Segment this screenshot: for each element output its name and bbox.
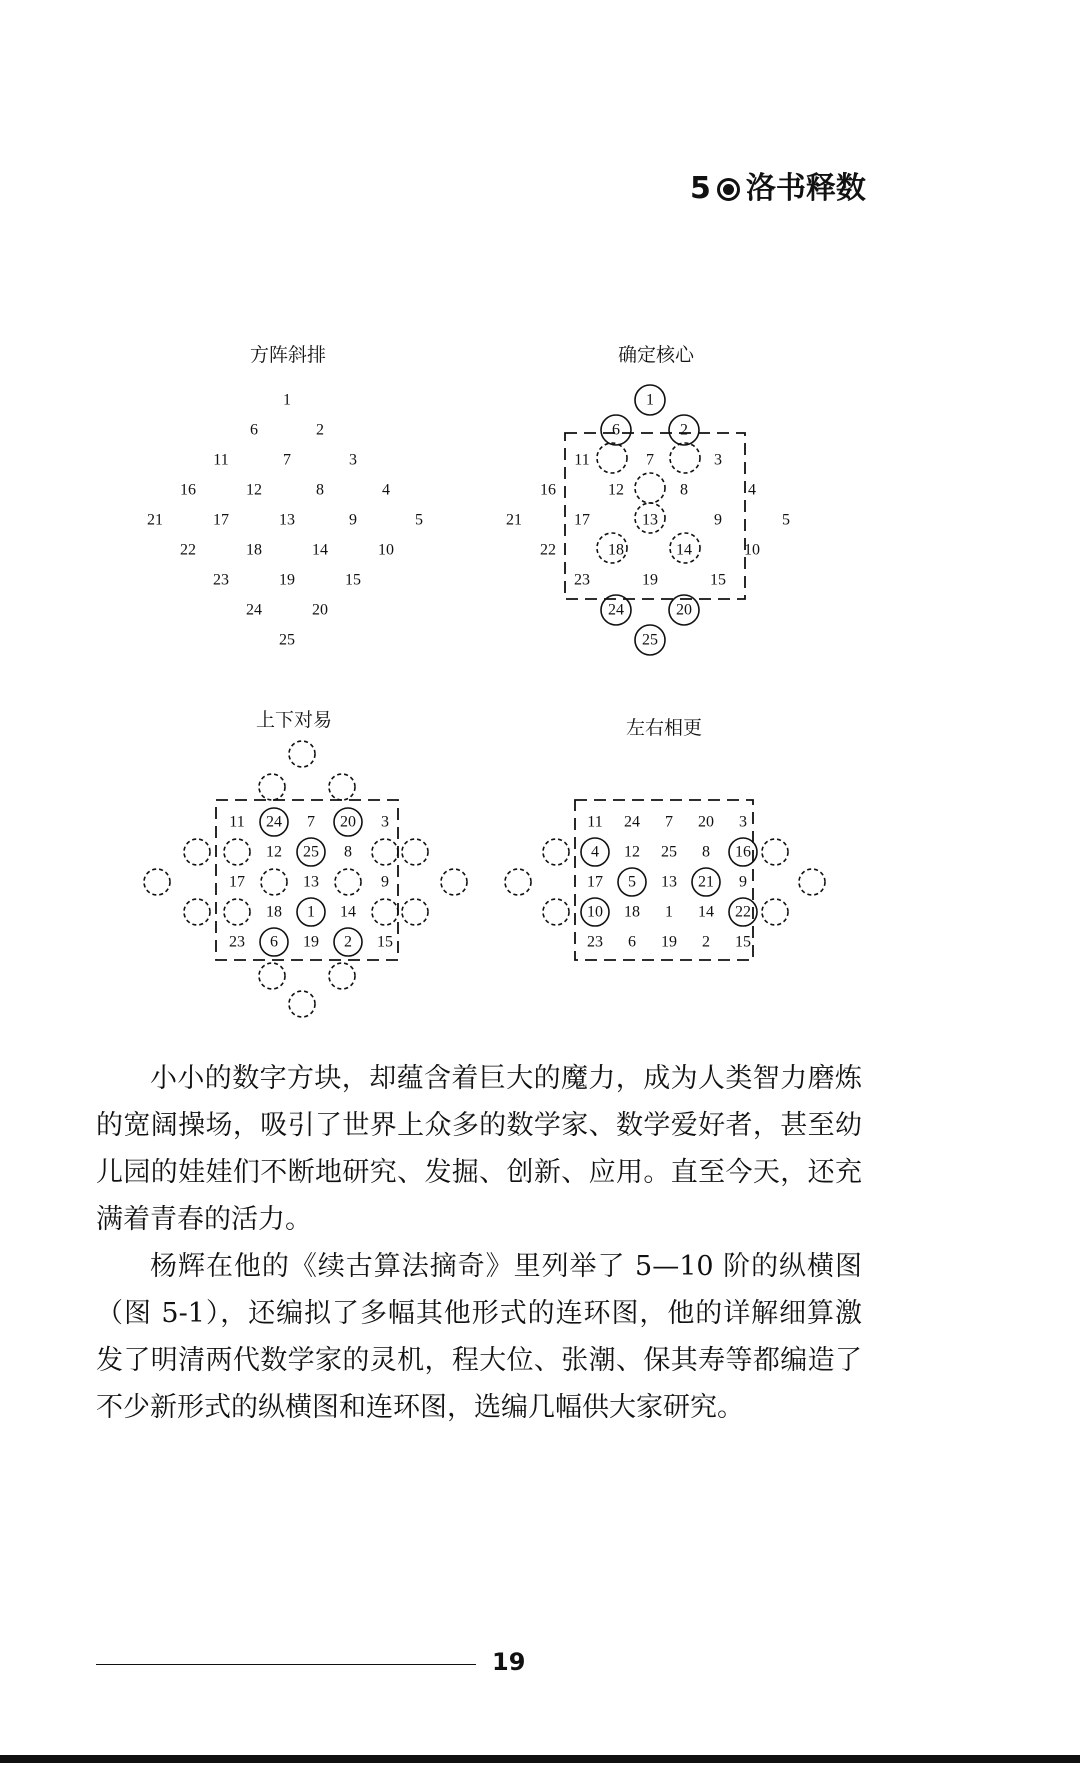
diagram3-number: 14 <box>340 903 356 921</box>
diagram4-number: 20 <box>698 813 714 831</box>
diagram3-outer-marker <box>289 991 315 1017</box>
diagram3-empty-slot <box>224 899 250 925</box>
diagram3-number: 8 <box>344 843 352 861</box>
diagram4-number: 24 <box>624 813 640 831</box>
diagram4-outer-marker <box>762 839 788 865</box>
diagram2-number: 3 <box>714 451 722 469</box>
diagram2-number: 22 <box>540 541 556 559</box>
diagram3-number: 19 <box>303 933 319 951</box>
diagram1-number: 15 <box>345 571 361 589</box>
diagram3-number: 3 <box>381 813 389 831</box>
diagram4-number: 23 <box>587 933 603 951</box>
diagram1-number: 18 <box>246 541 262 559</box>
diagram3-outer-marker <box>402 899 428 925</box>
diagram4-number: 10 <box>587 903 603 921</box>
footer-rule <box>96 1664 476 1665</box>
paragraph-2: 杨辉在他的《续古算法摘奇》里列举了 5—10 阶的纵横图（图 5-1），还编拟了多幅其他形式的连环图，他的详解细算激发了明清两代数学家的灵机，程大位、张潮、保其寿等都编造了不少新形式的纵横图和连环图，选编几幅供大家研究。 <box>96 1251 862 1423</box>
diagram2-number: 17 <box>574 511 590 529</box>
diagram4-number: 7 <box>665 813 673 831</box>
diagram2-empty-slot <box>635 473 665 503</box>
diagram4-number: 5 <box>628 873 636 891</box>
diagram1-number: 22 <box>180 541 196 559</box>
diagram2-number: 18 <box>608 541 624 559</box>
diagram2-number: 7 <box>646 451 654 469</box>
diagram3-outer-marker <box>441 869 467 895</box>
diagram4-outer-marker <box>762 899 788 925</box>
diagram1-number: 11 <box>213 451 229 469</box>
diagram1-number: 23 <box>213 571 229 589</box>
diagram2-number: 21 <box>506 511 522 529</box>
diagram2-number: 8 <box>680 481 688 499</box>
diagram2-number: 14 <box>676 541 692 559</box>
diagram1-number: 25 <box>279 631 295 649</box>
diagram2-number: 4 <box>748 481 756 499</box>
diagram2-number: 13 <box>642 511 658 529</box>
diagram3-outer-marker <box>144 869 170 895</box>
diagram1-number: 8 <box>316 481 324 499</box>
diagram4-number: 8 <box>702 843 710 861</box>
diagram-title-2: 确定核心 <box>617 344 694 366</box>
diagram4-number: 11 <box>587 813 603 831</box>
diagram1-number: 14 <box>312 541 328 559</box>
diagram4-number: 13 <box>661 873 677 891</box>
diagram1-number: 7 <box>283 451 291 469</box>
diagram3-empty-slot <box>261 869 287 895</box>
diagram2-number: 1 <box>646 391 654 409</box>
diagram4-number: 22 <box>735 903 751 921</box>
chapter-title: 洛书释数 <box>745 171 866 206</box>
diagram2-number: 10 <box>744 541 760 559</box>
page-number: 19 <box>492 1648 526 1676</box>
diagram3-number: 20 <box>340 813 356 831</box>
diagram1-number: 5 <box>415 511 423 529</box>
diagram2-number: 20 <box>676 601 692 619</box>
diagram1-number: 6 <box>250 421 258 439</box>
diagram3-number: 1 <box>307 903 315 921</box>
diagram4-number: 4 <box>591 843 599 861</box>
diagram3-empty-slot <box>224 839 250 865</box>
diagram2-number: 19 <box>642 571 658 589</box>
diagram2-empty-slot <box>597 443 627 473</box>
diagram3-outer-marker <box>329 963 355 989</box>
diagram3-number: 7 <box>307 813 315 831</box>
diagram3-number: 23 <box>229 933 245 951</box>
diagram4-number: 21 <box>698 873 714 891</box>
diagram4-number: 16 <box>735 843 751 861</box>
chapter-number: 5 <box>690 171 711 206</box>
diagram3-number: 9 <box>381 873 389 891</box>
paragraph-1: 小小的数字方块，却蕴含着巨大的魔力，成为人类智力磨炼的宽阔操场，吸引了世界上众多的数学家、数学爱好者，甚至幼儿园的娃娃们不断地研究、发掘、创新、应用。直至今天，还充满着青春的活力。 <box>96 1063 862 1235</box>
diagram1-number: 20 <box>312 601 328 619</box>
diagram1-number: 21 <box>147 511 163 529</box>
diagram1-number: 19 <box>279 571 295 589</box>
diagram3-empty-slot <box>335 869 361 895</box>
diagram4-outer-marker <box>543 899 569 925</box>
diagram4-number: 2 <box>702 933 710 951</box>
diagram1-number: 9 <box>349 511 357 529</box>
diagram3-number: 15 <box>377 933 393 951</box>
diagram4-number: 6 <box>628 933 636 951</box>
diagram2-number: 15 <box>710 571 726 589</box>
diagram1-number: 3 <box>349 451 357 469</box>
diagram1-number: 13 <box>279 511 295 529</box>
diagram-title-1: 方阵斜排 <box>249 344 326 366</box>
diagram4-number: 12 <box>624 843 640 861</box>
diagram4-number: 9 <box>739 873 747 891</box>
diagram4-number: 15 <box>735 933 751 951</box>
diagram3-number: 18 <box>266 903 282 921</box>
diagram4-number: 25 <box>661 843 677 861</box>
diagram1-number: 1 <box>283 391 291 409</box>
diagram4-outer-marker <box>505 869 531 895</box>
diagram3-outer-marker <box>184 899 210 925</box>
diagram2-number: 5 <box>782 511 790 529</box>
diagram1-number: 10 <box>378 541 394 559</box>
diagram2-number: 16 <box>540 481 556 499</box>
diagram4-outer-marker <box>799 869 825 895</box>
diagram4-number: 17 <box>587 873 603 891</box>
diagram1-number: 16 <box>180 481 196 499</box>
diagram3-outer-marker <box>259 774 285 800</box>
diagram2-number: 11 <box>574 451 590 469</box>
diagram2-number: 6 <box>612 421 620 439</box>
diagram2-number: 24 <box>608 601 624 619</box>
diagram1-number: 12 <box>246 481 262 499</box>
diagram1-number: 17 <box>213 511 229 529</box>
diagram3-number: 17 <box>229 873 245 891</box>
diagram3-number: 13 <box>303 873 319 891</box>
diagram3-outer-marker <box>329 774 355 800</box>
diagram2-empty-slot <box>670 443 700 473</box>
diagram3-number: 24 <box>266 813 282 831</box>
diagram4-number: 1 <box>665 903 673 921</box>
page-bottom-bar <box>0 1755 1080 1763</box>
diagram2-number: 25 <box>642 631 658 649</box>
diagram4-number: 14 <box>698 903 714 921</box>
diagram4-number: 3 <box>739 813 747 831</box>
diagram3-outer-marker <box>402 839 428 865</box>
diagram4-number: 19 <box>661 933 677 951</box>
diagram3-outer-marker <box>184 839 210 865</box>
diagram1-number: 2 <box>316 421 324 439</box>
diagram2-number: 12 <box>608 481 624 499</box>
diagram3-number: 2 <box>344 933 352 951</box>
diagram-title-4: 左右相更 <box>625 717 702 739</box>
diagram3-number: 12 <box>266 843 282 861</box>
diagram3-empty-slot <box>372 899 398 925</box>
diagram1-number: 24 <box>246 601 262 619</box>
diagram2-number: 23 <box>574 571 590 589</box>
diagram3-empty-slot <box>372 839 398 865</box>
diagram4-outer-marker <box>543 839 569 865</box>
diagram3-outer-marker <box>259 963 285 989</box>
diagram1-number: 4 <box>382 481 390 499</box>
diagram2-number: 9 <box>714 511 722 529</box>
diagram3-number: 11 <box>229 813 245 831</box>
diagram4-number: 18 <box>624 903 640 921</box>
diagram3-number: 25 <box>303 843 319 861</box>
diagram3-outer-marker <box>289 741 315 767</box>
diagram3-number: 6 <box>270 933 278 951</box>
diagram-title-3: 上下对易 <box>255 709 332 731</box>
body-text <box>96 1055 862 1431</box>
diagram2-number: 2 <box>680 421 688 439</box>
